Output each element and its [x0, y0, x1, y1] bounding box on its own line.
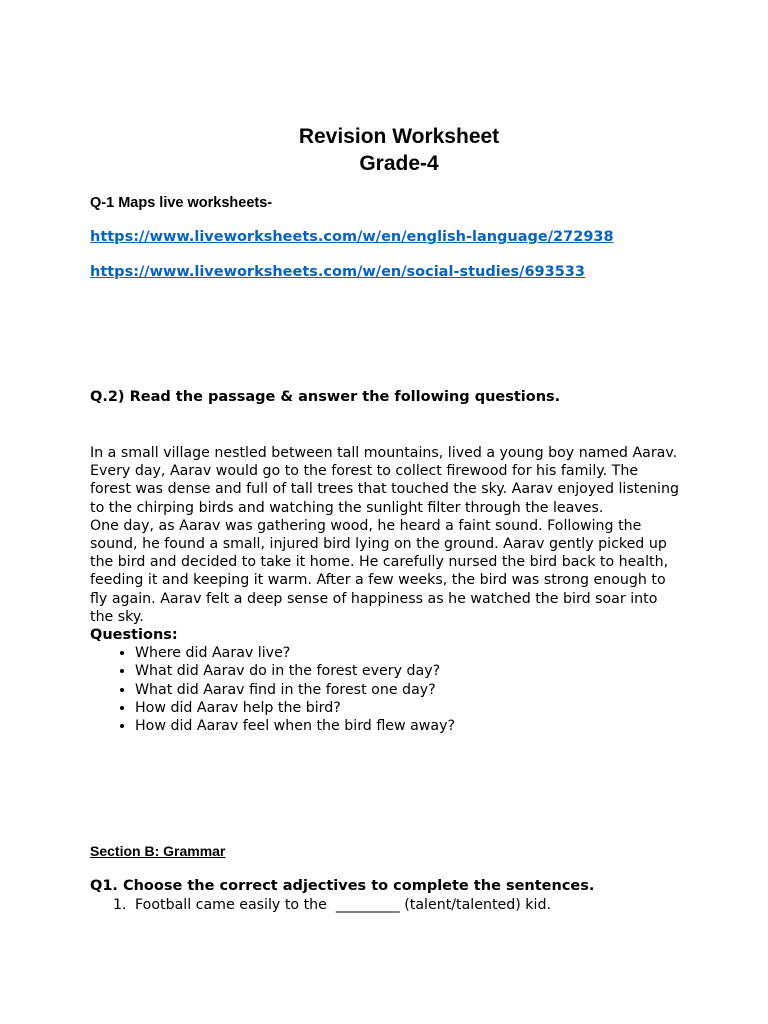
english-worksheet-link[interactable]: https://www.liveworksheets.com/w/en/english-language/272938 — [90, 229, 614, 245]
item-number: 1. — [113, 897, 127, 913]
worksheet-title: Revision Worksheet — [298, 125, 500, 148]
question-list — [90, 644, 680, 735]
grammar-item — [113, 896, 551, 914]
q1-heading: Q-1 Maps live worksheets- — [90, 195, 273, 211]
q2-heading: Q.2) Read the passage & answer the following questions. — [90, 389, 561, 405]
section-b-heading: Section B: Grammar — [90, 843, 226, 859]
passage-paragraph: One day, as Aarav was gathering wood, he heard a faint sound. Following the sound, he found a small, injured bird lying on the ground. Aarav gently picked up the bird and decided to take it home. He carefully nursed the bird back to health, feeding it and keeping it warm. After a few weeks, the bird was strong enough to fly again. Aarav felt a deep sense of happiness as he watched the bird soar into the sky. — [90, 517, 669, 625]
social-studies-worksheet-link[interactable]: https://www.liveworksheets.com/w/en/social-studies/693533 — [90, 264, 585, 280]
question-item: • How did Aarav feel when the bird flew away? — [135, 717, 680, 735]
reading-passage — [90, 444, 680, 735]
question-item: • Where did Aarav live? — [135, 644, 680, 662]
question-item: • How did Aarav help the bird? — [135, 699, 680, 717]
questions-label: Questions: — [90, 627, 178, 644]
question-item: • What did Aarav do in the forest every day? — [135, 662, 680, 680]
grade-label: Grade-4 — [359, 152, 439, 175]
item-text: Football came easily to the _________ (talent/talented) kid. — [135, 897, 551, 913]
grammar-q1-heading: Q1. Choose the correct adjectives to complete the sentences. — [90, 878, 595, 894]
passage-paragraph: In a small village nestled between tall mountains, lived a young boy named Aarav. Every day, Aarav would go to the forest to collect firewood for his family. The forest was dense and full of tall trees that touched the sky. Aarav enjoyed listening to the chirping birds and watching the sunlight filter through the leaves. — [90, 445, 679, 516]
question-item: • What did Aarav find in the forest one day? — [135, 681, 680, 699]
